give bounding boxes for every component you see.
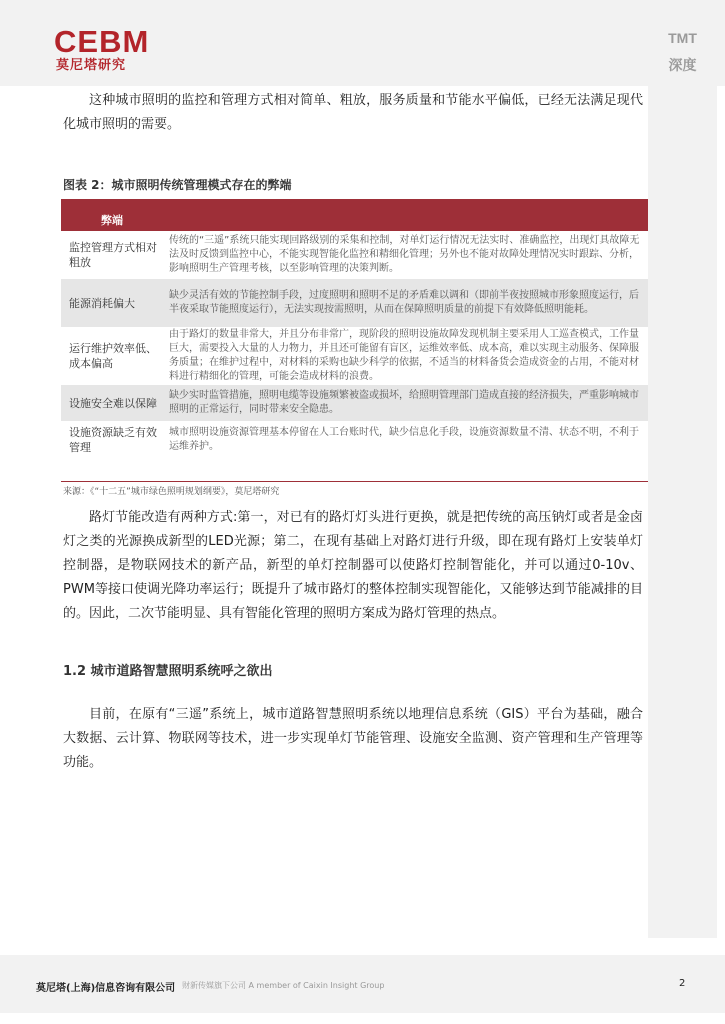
table-row: [61, 421, 648, 459]
page-number: 2: [679, 978, 686, 989]
category-tag-depth: 深度: [668, 58, 697, 74]
drawbacks-table: [61, 199, 648, 459]
table-row: [61, 385, 648, 421]
body-paragraph-smart-lighting: 目前，在原有“三遥”系统上，城市道路智慧照明系统以地理信息系统（GIS）平台为基础，融合大数据、云计算、物联网等技术，进一步实现单灯节能管理、设施安全监测、资产管理和生产管理等功能。: [63, 707, 643, 770]
table-cell-issue: 能源消耗偏大: [61, 279, 163, 327]
table-cell-issue: 设施资源缺乏有效管理: [69, 426, 157, 454]
figure-title: 图表 2：城市照明传统管理模式存在的弊端: [63, 178, 292, 192]
table-source-note: 来源：《“十二五”城市绿色照明规划纲要》，莫尼塔研究: [63, 487, 280, 497]
table-cell-description: 传统的“三遥”系统只能实现回路级别的采集和控制，对单灯运行情况无法实时、准确监控，出现灯具故障无法及时反馈到监控中心，不能实现智能化监控和精细化管理；另外也不能对故障处理情况实时跟踪、分析，影响照明生产管理考核，以至影响管理的决策判断。: [169, 235, 640, 274]
logo-mark: CEBM: [54, 24, 150, 59]
table-cell-issue: 监控管理方式相对粗放: [69, 241, 157, 269]
logo-chinese-name: 莫尼塔研究: [56, 58, 127, 73]
side-panel: [648, 0, 717, 938]
table-cell-description: 由于路灯的数量非常大，并且分布非常广，现阶段的照明设施故障发现机制主要采用人工巡查模式，工作量巨大，需要投入大量的人力物力，并且还可能留有盲区，运维效率低、成本高，难以实现主动服务、保障服务质量；在维护过程中，对材料的采购也缺少科学的依据，不适当的材料备货会造成资金的占用，不能对材料进行精细化的管理，可能会造成材料的浪费。: [169, 329, 639, 382]
table-row: [61, 279, 648, 327]
table-header-row: [61, 199, 648, 231]
table-bottom-rule: [61, 481, 648, 482]
footer-affiliation-note: 财新传媒旗下公司 A member of Caixin Insight Group: [182, 981, 385, 990]
table-header-cell: 弊端: [61, 199, 163, 231]
table-header-cell: [163, 199, 648, 231]
table-cell-description: 缺少实时监管措施，照明电缆等设施频繁被盗或损坏，给照明管理部门造成直接的经济损失，严重影响城市照明的正常运行，同时带来安全隐患。: [163, 385, 648, 421]
table-row: [61, 231, 648, 279]
intro-paragraph: 这种城市照明的监控和管理方式相对简单、粗放，服务质量和节能水平偏低，已经无法满足现代化城市照明的需要。: [63, 93, 643, 132]
category-tag-tmt: TMT: [668, 30, 697, 46]
company-logo: [54, 26, 154, 72]
section-heading: 1.2 城市道路智慧照明系统呼之欲出: [63, 664, 273, 679]
body-paragraph-retrofit: 路灯节能改造有两种方式:第一，对已有的路灯灯头进行更换，就是把传统的高压钠灯或者是金卤灯之类的光源换成新型的LED光源；第二，在现有基础上对路灯进行升级，即在现有路灯上安装单灯控制器，是物联网技术的新产品，新型的单灯控制器可以使路灯控制智能化，并可以通过0-10v、PWM等接口使调光降功率运行；既提升了城市路灯的整体控制实现智能化，又能够达到节能减排的目的。因此，二次节能明显、具有智能化管理的照明方案成为路灯管理的热点。: [63, 510, 643, 621]
table-cell-issue: 运行维护效率低、成本偏高: [69, 342, 157, 370]
table-cell-issue: 设施安全难以保障: [61, 385, 163, 421]
footer-company-name: 莫尼塔(上海)信息咨询有限公司: [36, 983, 176, 994]
table-cell-description: 缺少灵活有效的节能控制手段，过度照明和照明不足的矛盾难以调和（即前半夜按照城市形象照度运行，后半夜采取节能照度运行），无法实现按需照明，从而在保障照明质量的前提下有效降低照明能耗。: [163, 279, 648, 327]
table-row: [61, 327, 648, 385]
table-cell-description: 城市照明设施资源管理基本停留在人工台账时代，缺少信息化手段，设施资源数量不清、状态不明，不利于运维养护。: [169, 427, 639, 452]
